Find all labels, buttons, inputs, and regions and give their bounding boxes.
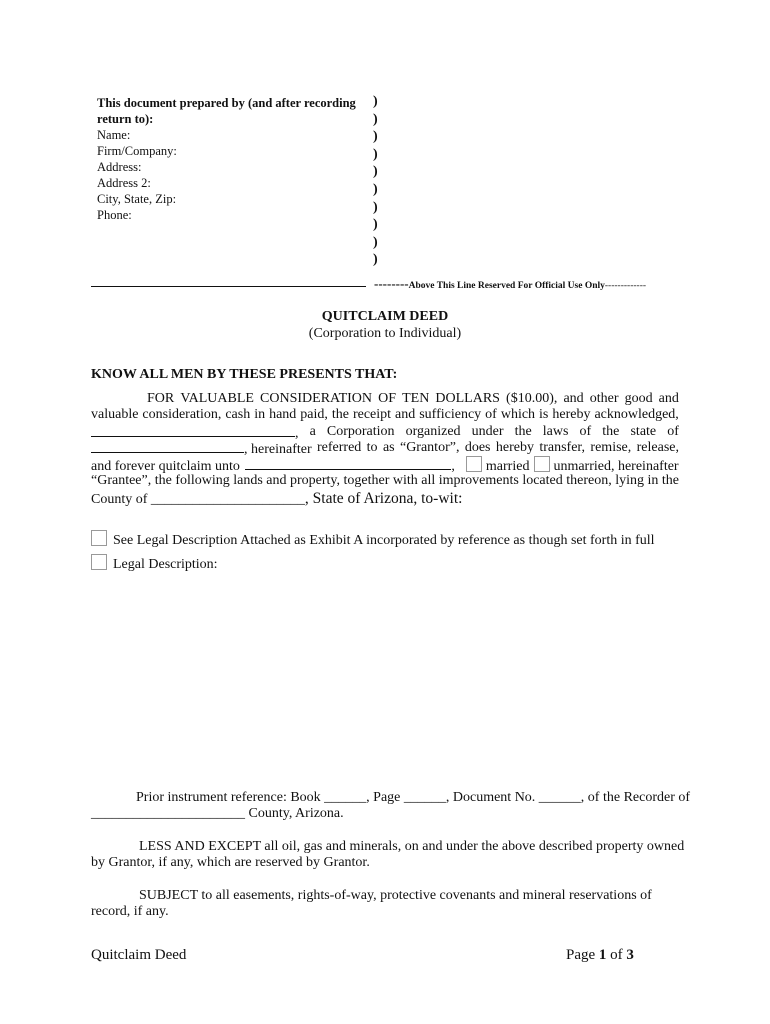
- unmarried-checkbox[interactable]: [534, 456, 550, 472]
- document-subtitle: (Corporation to Individual): [308, 326, 462, 341]
- less-except-line-2: by Grantor, if any, which are reserved by Grantor.: [91, 855, 370, 870]
- page-current: 1: [598, 947, 607, 963]
- county-blank[interactable]: ______________________: [150, 492, 305, 507]
- word: ($10.00),: [506, 391, 558, 406]
- reserved-line-label: [374, 276, 646, 292]
- married-checkbox[interactable]: [466, 456, 482, 472]
- word: CONSIDERATION: [260, 391, 373, 406]
- footer-page-number: [566, 947, 634, 964]
- recording-signature-line: [91, 286, 366, 287]
- word: OF: [378, 391, 397, 406]
- word: improvements: [438, 473, 519, 488]
- word: remise,: [590, 440, 632, 455]
- married-label: married: [485, 459, 530, 474]
- word: the: [514, 424, 532, 439]
- know-all-heading: KNOW ALL MEN BY THESE PRESENTS THAT:: [91, 367, 398, 382]
- word: other: [589, 391, 619, 406]
- word: TEN: [402, 391, 430, 406]
- word: “Grantor”,: [399, 440, 460, 455]
- county-of-label: County of: [91, 492, 148, 507]
- word: and: [395, 407, 416, 422]
- footer-document-name: Quitclaim Deed: [91, 947, 187, 963]
- body-line-1: [147, 390, 679, 407]
- body-line-6: [91, 472, 679, 489]
- document-title: QUITCLAIM DEED: [321, 309, 449, 324]
- word: and: [563, 391, 584, 406]
- word: in: [647, 473, 659, 488]
- body-line-2: [91, 406, 679, 423]
- word: paid,: [300, 407, 328, 422]
- word: following: [175, 473, 230, 488]
- word: “Grantee”,: [91, 473, 152, 488]
- bracket-column: [373, 93, 378, 269]
- word: the: [154, 473, 172, 488]
- prior-reference-line-1: Prior instrument reference: Book ______, Page ______, Document No. ______, of the Recorder of: [136, 790, 691, 805]
- prior-reference-line-2: ______________________ County, Arizona.: [91, 806, 344, 821]
- word: ,: [451, 459, 455, 474]
- word: hereby: [495, 440, 534, 455]
- word: all: [421, 473, 436, 488]
- field-city-state-zip: City, State, Zip:: [97, 192, 177, 206]
- word: in: [254, 407, 266, 422]
- word: lying: [615, 473, 644, 488]
- word: the: [602, 424, 620, 439]
- paren: ): [373, 111, 378, 127]
- word: Corporation: [326, 424, 395, 439]
- paren: ): [373, 199, 378, 215]
- word: laws: [542, 424, 569, 439]
- word: consideration,: [142, 407, 222, 422]
- grantor-name-field[interactable]: [91, 423, 299, 440]
- paren: ): [373, 234, 378, 250]
- word: the: [331, 407, 349, 422]
- legal-description-label: Legal Description:: [113, 557, 218, 572]
- field-firm: Firm/Company:: [97, 144, 177, 158]
- word: release,: [636, 440, 679, 455]
- word: and: [658, 391, 679, 406]
- state-of-arizona-text: , State of Arizona, to-wit:: [304, 490, 463, 507]
- word: to: [366, 440, 378, 455]
- word: , hereinafter: [244, 442, 312, 457]
- grantor-name-blank[interactable]: [91, 423, 295, 437]
- prepared-by-heading-line2: return to):: [97, 112, 154, 126]
- prepared-by-heading-line1: This document prepared by (and after recording: [97, 96, 356, 110]
- word: with: [392, 473, 418, 488]
- exhibit-option[interactable]: [91, 530, 655, 549]
- paren: ): [373, 252, 378, 268]
- word: referred: [317, 440, 362, 455]
- field-address-2: Address 2:: [97, 176, 151, 190]
- word: valuable: [91, 407, 139, 422]
- paren: ): [373, 181, 378, 197]
- word: located: [522, 473, 563, 488]
- subject-line-2: record, if any.: [91, 904, 169, 919]
- word: FOR: [147, 391, 175, 406]
- word: thereon,: [566, 473, 612, 488]
- word: and: [266, 473, 287, 488]
- word: hand: [269, 407, 297, 422]
- word: of: [667, 424, 679, 439]
- word: state: [630, 424, 657, 439]
- field-phone: Phone:: [97, 208, 132, 222]
- reserved-tail: -------------: [604, 281, 647, 291]
- word: acknowledged,: [594, 407, 679, 422]
- paren: ): [373, 217, 378, 233]
- quitclaim-unto-text: and forever quitclaim unto: [91, 459, 240, 474]
- word: DOLLARS: [435, 391, 500, 406]
- word: the: [661, 473, 679, 488]
- word: of: [485, 407, 497, 422]
- legal-description-option[interactable]: [91, 554, 218, 573]
- word: does: [464, 440, 491, 455]
- word: receipt: [352, 407, 392, 422]
- word: transfer,: [539, 440, 586, 455]
- exhibit-checkbox[interactable]: [91, 530, 107, 546]
- word: which: [500, 407, 536, 422]
- paren: ): [373, 94, 378, 109]
- word: VALUABLE: [180, 391, 254, 406]
- page-label: Page: [566, 947, 596, 963]
- body-line-3: [91, 423, 679, 440]
- prepared-by-block: [97, 95, 367, 223]
- grantee-name-blank[interactable]: [245, 456, 451, 470]
- word: cash: [225, 407, 251, 422]
- word: under: [471, 424, 504, 439]
- word: ,: [295, 426, 299, 441]
- word: hereby: [552, 407, 591, 422]
- less-except-line-1: LESS AND EXCEPT all oil, gas and minerals, on and under the above described property owned: [139, 839, 685, 854]
- word: as: [382, 440, 395, 455]
- word: of: [579, 424, 592, 439]
- legal-description-checkbox[interactable]: [91, 554, 107, 570]
- field-name: Name:: [97, 128, 131, 142]
- word: is: [539, 407, 549, 422]
- reserved-text: Above This Line Reserved For Official Use Only: [408, 281, 605, 291]
- field-address: Address:: [97, 160, 142, 174]
- word: property,: [290, 473, 341, 488]
- body-line-7: [91, 490, 679, 507]
- body-line-5: [91, 456, 679, 473]
- of-label: of: [610, 947, 623, 963]
- paren: ): [373, 164, 378, 180]
- word: together: [343, 473, 390, 488]
- paren: ): [373, 129, 378, 145]
- word: organized: [405, 424, 461, 439]
- word: sufficiency: [419, 407, 482, 422]
- grantor-state-blank[interactable]: [91, 439, 244, 453]
- subject-line-1: SUBJECT to all easements, rights-of-way, protective covenants and mineral reservations of: [139, 888, 652, 903]
- page-total: 3: [626, 947, 634, 963]
- reserved-dashes: --------: [374, 276, 409, 291]
- word: lands: [233, 473, 263, 488]
- paren: ): [373, 146, 378, 162]
- word: good: [624, 391, 653, 406]
- word: a: [309, 424, 316, 439]
- grantor-state-field[interactable]: [91, 439, 312, 456]
- unmarried-label: unmarried, hereinafter: [553, 459, 679, 474]
- exhibit-label: See Legal Description Attached as Exhibit A incorporated by reference as though set forth in full: [113, 533, 655, 548]
- body-line-4: [91, 439, 679, 456]
